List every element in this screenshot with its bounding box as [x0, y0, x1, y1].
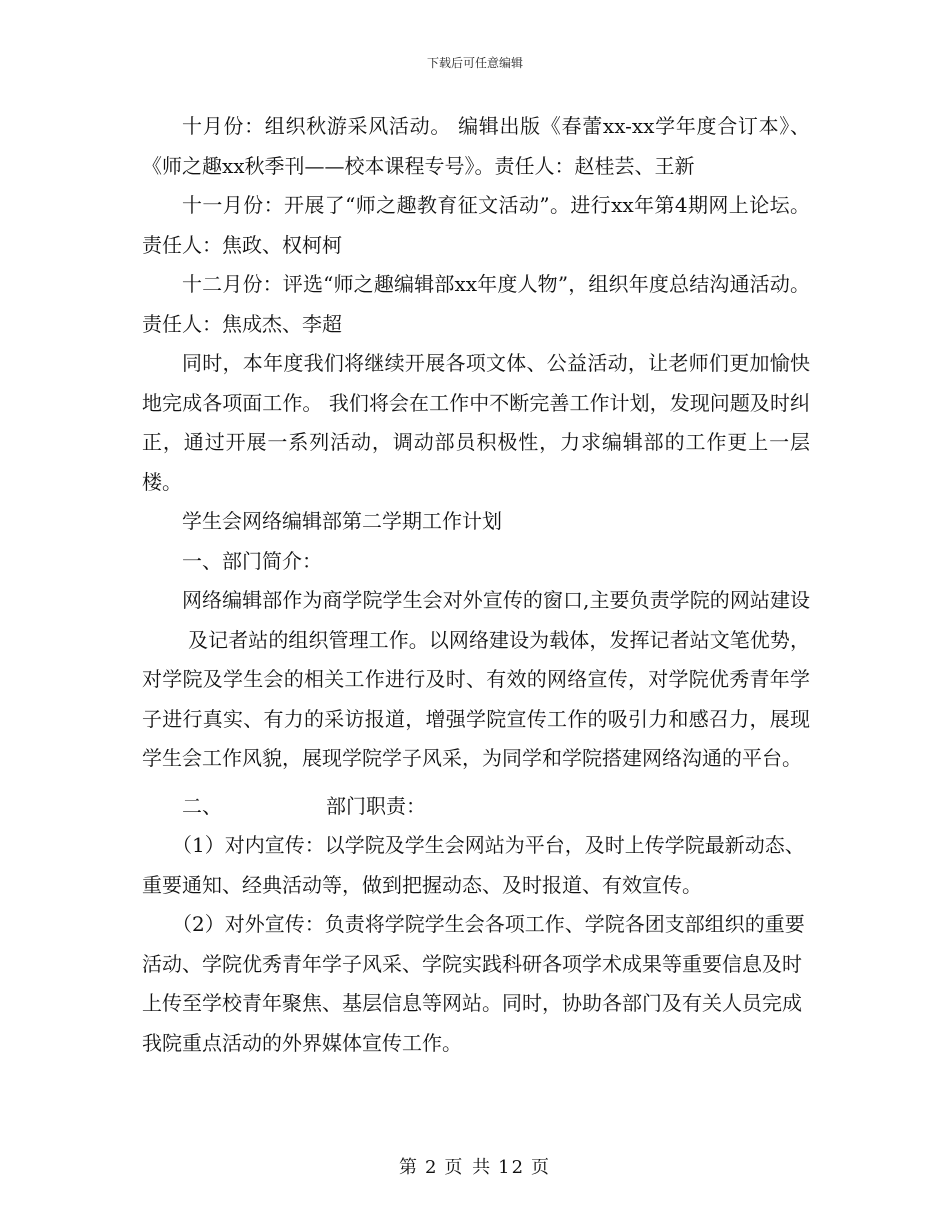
intro-part2: 及记者站的组织管理工作。以网络建设为载体，发挥记者站文笔优势，对学院及学生会的相关工作进行及时、有效的网络宣传，对学院优秀青年学子进行真实、有力的采访报道，增强学院宣传工作的吸引力和感召力，展现学生会工作风貌，展现学院学子风采，为同学和学院搭建网络沟通的平台。: [142, 627, 810, 770]
paragraph-duty-external: （2）对外宣传：负责将学院学生会各项工作、学院各团支部组织的重要活动、学院优秀青年学子风采、学院实践科研各项学术成果等重要信息及时上传至学校青年聚焦、基层信息等网站。同时，协助各部门及有关人员完成我院重点活动的外界媒体宣传工作。: [142, 912, 805, 1055]
footer-total-pages: 12: [498, 1157, 526, 1178]
intro-part1: 网络编辑部作为商学院学生会对外宣传的窗口,主要负责学院的网站建设: [182, 588, 810, 612]
footer-prefix: 第: [398, 1157, 419, 1178]
paragraph-summary: 同时，本年度我们将继续开展各项文体、公益活动，让老师们更加愉快地完成各项面工作。 我们将会在工作中不断完善工作计划，发现问题及时纠正，通过开展一系列活动，调动部员积极性，力求编辑部的工作更上一层楼。: [142, 351, 810, 494]
document-body: [142, 107, 810, 1063]
section2-text: 部门职责：: [326, 793, 426, 818]
section1-heading: 一、部门简介：: [182, 548, 322, 573]
footer-page-number: 2: [424, 1157, 439, 1178]
footer-middle: 页 共: [444, 1157, 493, 1178]
footer-suffix: 页: [531, 1157, 552, 1178]
paragraph-introduction: [142, 581, 810, 779]
paragraph-november: 十一月份：开展了“师之趣教育征文活动”。进行xx年第4期网上论坛。责任人：焦政、权柯柯: [142, 193, 810, 257]
page-footer: [0, 1153, 950, 1179]
plan-title: 学生会网络编辑部第二学期工作计划: [182, 509, 502, 533]
section2-number: 二、: [182, 793, 222, 818]
paragraph-duty-internal: （1）对内宣传：以学院及学生会网站为平台，及时上传学院最新动态、重要通知、经典活动等，做到把握动态、及时报道、有效宣传。: [142, 833, 805, 897]
paragraph-october: 十月份：组织秋游采风活动。 编辑出版《春蕾xx-xx学年度合订本》、《师之趣xx秋季刊——校本课程专号》。责任人：赵桂芸、王新: [142, 114, 810, 178]
section2-heading: [142, 787, 810, 827]
page-header: 下载后可任意编辑: [426, 56, 523, 70]
paragraph-december: 十二月份：评选“师之趣编辑部xx年度人物”，组织年度总结沟通活动。责任人：焦成杰、李超: [142, 272, 810, 336]
